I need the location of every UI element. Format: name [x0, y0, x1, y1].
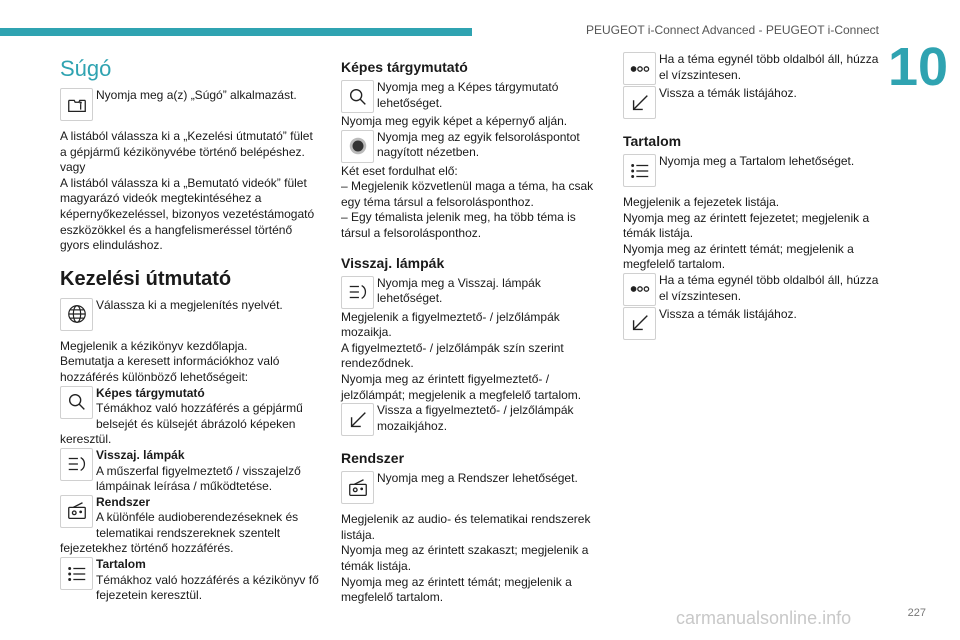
- page-number: 227: [907, 607, 926, 619]
- magnifier-icon: [60, 386, 93, 419]
- paragraph: Nyomja meg az érintett témát; megjelenik a megfelelő tartalom.: [341, 574, 572, 605]
- item-desc: Témákhoz való hozzáférés a kézikönyv fő fejezetein keresztül.: [96, 572, 319, 603]
- item-title: Képes tárgymutató: [96, 385, 205, 400]
- radio-icon: [341, 471, 374, 504]
- instruction: Nyomja meg a Tartalom lehetőséget.: [659, 154, 855, 168]
- instruction-row: [341, 403, 603, 437]
- hotspot-point-icon: [341, 130, 374, 163]
- section-title: Képes tárgymutató: [341, 59, 468, 75]
- paragraph: Bemutatja a keresett információkhoz való hozzáférés különböző lehetőségeit:: [60, 354, 280, 384]
- magnifier-icon: [341, 80, 374, 113]
- column-2: [341, 52, 603, 606]
- paragraph: Nyomja meg az érintett témát; megjelenik a megfelelő tartalom.: [623, 241, 854, 272]
- paragraph: Nyomja meg az érintett figyelmeztető- / jelzőlámpát; megjelenik a megfelelő tartalom.: [341, 371, 582, 402]
- paragraph: Két eset fordulhat elő:: [341, 163, 458, 178]
- paragraph: A figyelmeztető- / jelzőlámpák szín szerint rendeződnek.: [341, 340, 564, 371]
- column-3: [623, 52, 885, 341]
- item-title: Visszaj. lámpák: [96, 447, 185, 462]
- paragraph: Megjelenik a fejezetek listája.: [623, 195, 780, 209]
- page-dots-icon: [623, 273, 656, 306]
- item-desc: A különféle audioberendezéseknek és telematikai rendszereknek szentelt fejezetekhez történő hozzáférés.: [60, 510, 299, 556]
- manual-book-icon: [60, 88, 93, 121]
- section-title: Visszaj. lámpák: [341, 254, 445, 271]
- instruction: Vissza a témák listájához.: [659, 86, 797, 100]
- paragraph: Megjelenik a kézikönyv kezdőlapja.: [60, 338, 248, 353]
- globe-icon: [60, 298, 93, 331]
- list-item: [60, 386, 320, 448]
- watermark: carmanualsonline.info: [676, 608, 852, 628]
- column-1: [60, 52, 320, 604]
- back-arrow-icon: [623, 86, 656, 119]
- item-title: Rendszer: [96, 494, 151, 509]
- instruction: Nyomja meg a Képes tárgymutató lehetőséget.: [377, 80, 559, 110]
- instruction-row: [623, 154, 885, 188]
- paragraph: vagy: [60, 160, 86, 175]
- instruction: Nyomja meg a Visszaj. lámpák lehetőséget.: [377, 275, 541, 306]
- paragraph: Megjelenik a figyelmeztető- / jelzőlámpák mozaikja.: [341, 309, 560, 340]
- section-title: Rendszer: [341, 450, 405, 467]
- radio-icon: [60, 495, 93, 528]
- instruction: Ha a téma egynél több oldalból áll, húzza el vízszintesen.: [659, 272, 879, 303]
- instruction: Nyomja meg az egyik felsoroláspontot nagyított nézetben.: [377, 129, 580, 160]
- list-item: [60, 557, 320, 604]
- back-arrow-icon: [341, 403, 374, 436]
- item-title: Tartalom: [96, 557, 146, 572]
- instruction-row: [341, 471, 603, 505]
- header-rule: [0, 28, 472, 36]
- instruction-row: [623, 273, 885, 307]
- warning-lights-icon: [60, 448, 93, 481]
- chapter-number: 10: [888, 37, 949, 97]
- instruction: Ha a téma egynél több oldalból áll, húzza el vízszintesen.: [659, 52, 879, 82]
- paragraph: A listából válassza ki a „Kezelési útmutató” fület a gépjármű kézikönyvébe történő belépéshez.: [60, 129, 313, 159]
- instruction-row: [623, 307, 885, 341]
- help-instruction: Nyomja meg a(z) „Súgó” alkalmazást.: [96, 88, 297, 102]
- section-title: Tartalom: [623, 133, 682, 149]
- paragraph: Nyomja meg egyik képet a képernyő alján.: [341, 114, 568, 128]
- item-desc: A műszerfal figyelmeztető / visszajelző lámpáinak leírása / működtetése.: [96, 463, 301, 494]
- instruction: Vissza a témák listájához.: [659, 306, 797, 321]
- instruction: Nyomja meg a Rendszer lehetőséget.: [377, 471, 578, 486]
- instruction: Vissza a figyelmeztető- / jelzőlámpák mozaikjához.: [377, 403, 574, 433]
- instruction-row: [623, 52, 885, 86]
- item-desc: Témákhoz való hozzáférés a gépjármű belsejét és külsejét ábrázoló képeken keresztül.: [60, 401, 303, 447]
- table-of-contents-icon: [60, 557, 93, 590]
- list-item: [60, 495, 320, 557]
- paragraph: Megjelenik az audio- és telematikai rendszerek listája.: [341, 512, 591, 542]
- instruction-row: [341, 276, 603, 310]
- list-item: [60, 448, 320, 495]
- running-title: PEUGEOT i-Connect Advanced - PEUGEOT i-Connect: [586, 23, 880, 37]
- page-dots-icon: [623, 52, 656, 85]
- back-arrow-icon: [623, 307, 656, 340]
- help-title: Súgó: [60, 56, 112, 81]
- instruction-row: [341, 130, 603, 164]
- table-of-contents-icon: [623, 154, 656, 187]
- language-row: [60, 298, 320, 332]
- instruction-row: [341, 80, 603, 114]
- paragraph: Nyomja meg az érintett fejezetet; megjelenik a témák listája.: [623, 210, 870, 241]
- paragraph: – Egy témalista jelenik meg, ha több téma is társul a felsorolásponthoz.: [341, 210, 576, 240]
- section-title: Kezelési útmutató: [60, 267, 232, 290]
- warning-lights-icon: [341, 276, 374, 309]
- paragraph: – Megjelenik közvetlenül maga a téma, ha csak egy téma társul a felsorolásponthoz.: [341, 179, 594, 209]
- paragraph: Nyomja meg az érintett szakaszt; megjelenik a témák listája.: [341, 543, 589, 573]
- help-row: [60, 88, 320, 122]
- instruction-row: [623, 86, 885, 120]
- paragraph: A listából válassza ki a „Bemutató videók” fület magyarázó videók megtekintéséhez a képernyőkezeléssel, bizonyos vezetéstámogató eszközökkel és a hangfelismeréssel történő gyors elinduláshoz.: [60, 175, 315, 253]
- language-instruction: Válassza ki a megjelenítés nyelvét.: [96, 297, 283, 312]
